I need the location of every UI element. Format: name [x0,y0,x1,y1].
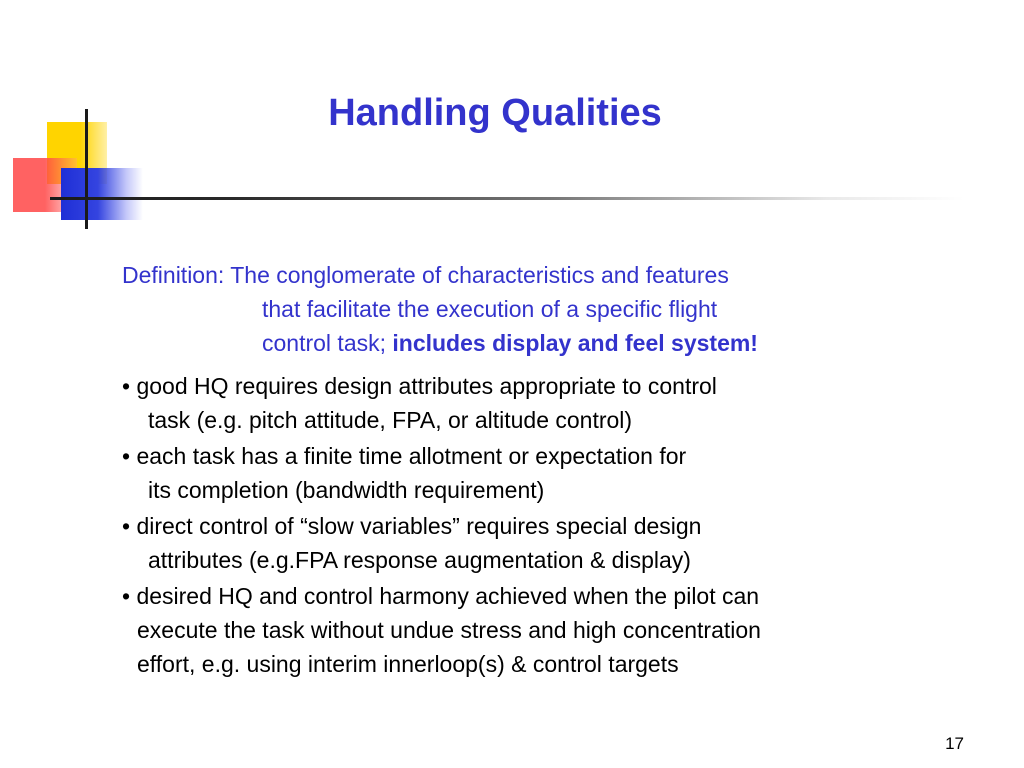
bullet-line: • desired HQ and control harmony achieved when the pilot can [122,583,760,609]
bullet-line: • each task has a finite time allotment or expectation for [122,443,687,469]
bullet-continuation: effort, e.g. using interim innerloop(s) & control targets [137,651,679,677]
definition-block [122,258,758,360]
page-number: 17 [945,734,964,753]
bullet-item [122,509,761,577]
bullet-item [122,579,761,681]
slide-title: Handling Qualities [328,92,662,134]
definition-line-3 [122,326,758,360]
bullet-line: • direct control of “slow variables” requires special design [122,513,702,539]
definition-line-1: Definition: The conglomerate of characteristics and features [122,262,729,288]
horizontal-divider-line [50,197,964,200]
bullet-item [122,369,761,437]
bullet-item [122,439,761,507]
blue-square-shape [61,168,143,220]
bullet-continuation: attributes (e.g.FPA response augmentation & display) [148,547,691,573]
definition-line-2: that facilitate the execution of a specific flight [262,296,718,322]
bullet-line: • good HQ requires design attributes appropriate to control [122,373,717,399]
definition-line-3-text: control task; [262,330,393,356]
definition-emphasis: includes display and feel system! [392,330,758,356]
bullet-continuation: task (e.g. pitch attitude, FPA, or altitude control) [148,407,633,433]
bullet-continuation: execute the task without undue stress and high concentration [137,617,761,643]
bullet-continuation: its completion (bandwidth requirement) [148,477,545,503]
bullet-list [122,369,761,683]
